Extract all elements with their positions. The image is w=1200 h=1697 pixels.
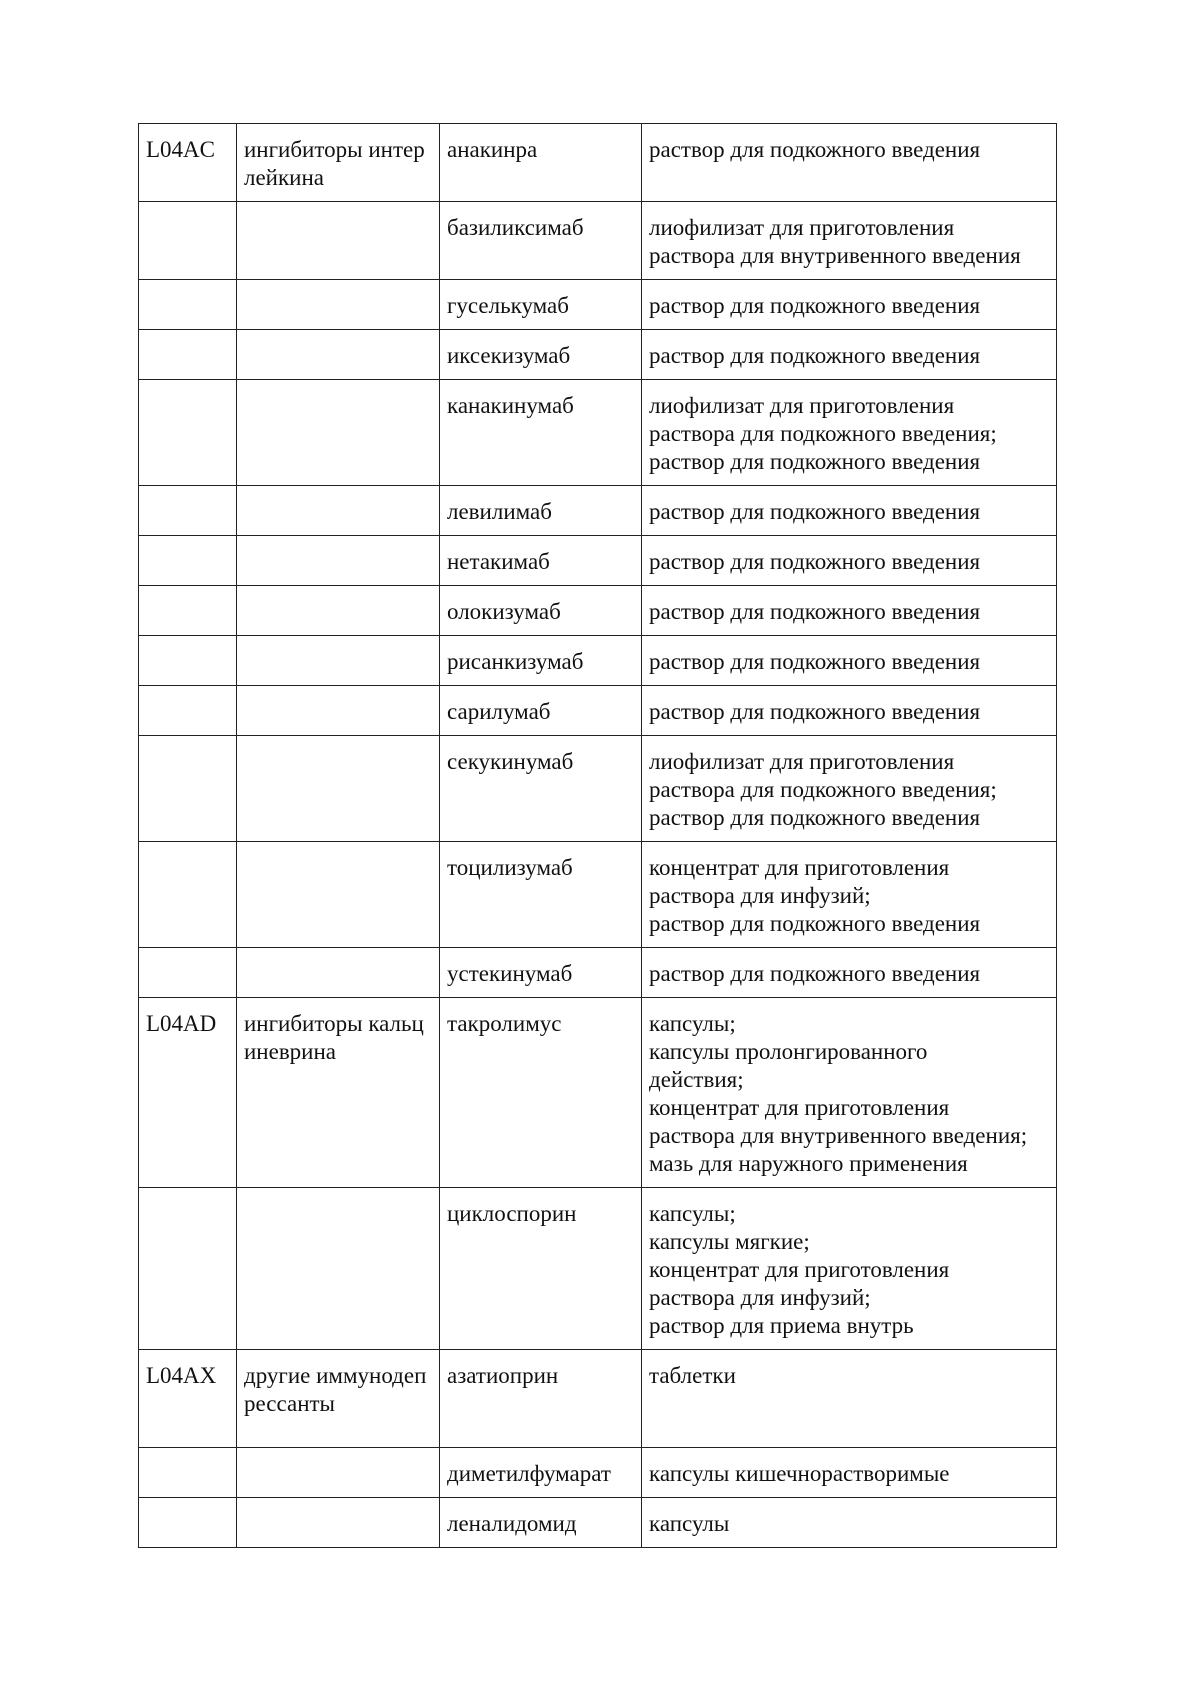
drug-name-cell: циклоспорин xyxy=(440,1188,642,1350)
dosage-form-cell: раствор для подкожного введения xyxy=(642,486,1057,536)
table-row xyxy=(139,536,1057,586)
pharmacological-group-cell xyxy=(237,948,440,998)
dosage-form-cell: раствор для подкожного введения xyxy=(642,948,1057,998)
table-row xyxy=(139,486,1057,536)
dosage-form-cell: концентрат для приготовления раствора для инфузий; раствор для подкожного введения xyxy=(642,842,1057,948)
dosage-form-cell: лиофилизат для приготовления раствора для подкожного введения; раствор для подкожного введения xyxy=(642,736,1057,842)
dosage-form-cell: раствор для подкожного введения xyxy=(642,330,1057,380)
dosage-form-cell: капсулы; капсулы пролонгированного действия; концентрат для приготовления раствора для внутривенного введения; мазь для наружного применения xyxy=(642,998,1057,1188)
table-row xyxy=(139,686,1057,736)
atc-code-cell xyxy=(139,380,237,486)
drug-name-cell: левилимаб xyxy=(440,486,642,536)
dosage-form-cell: капсулы; капсулы мягкие; концентрат для приготовления раствора для инфузий; раствор для приема внутрь xyxy=(642,1188,1057,1350)
drug-name-cell: азатиоприн xyxy=(440,1350,642,1448)
pharmacological-group-cell xyxy=(237,380,440,486)
dosage-form-cell: таблетки xyxy=(642,1350,1057,1448)
pharmacological-group-cell: ингибиторы интерлейкина xyxy=(237,124,440,202)
drug-name-cell: гуселькумаб xyxy=(440,280,642,330)
atc-code-cell xyxy=(139,636,237,686)
pharmacological-group-cell xyxy=(237,736,440,842)
dosage-form-cell: раствор для подкожного введения xyxy=(642,536,1057,586)
dosage-form-cell: лиофилизат для приготовления раствора для подкожного введения; раствор для подкожного введения xyxy=(642,380,1057,486)
table-row xyxy=(139,1498,1057,1548)
atc-code-cell xyxy=(139,202,237,280)
drug-name-cell: канакинумаб xyxy=(440,380,642,486)
pharmacological-group-cell: ингибиторы кальциневрина xyxy=(237,998,440,1188)
atc-code-cell xyxy=(139,280,237,330)
drug-name-cell: иксекизумаб xyxy=(440,330,642,380)
atc-code-cell xyxy=(139,330,237,380)
drug-name-cell: устекинумаб xyxy=(440,948,642,998)
atc-code-cell: L04AX xyxy=(139,1350,237,1448)
atc-code-cell xyxy=(139,586,237,636)
drug-name-cell: олокизумаб xyxy=(440,586,642,636)
table-row xyxy=(139,202,1057,280)
drug-name-cell: диметилфумарат xyxy=(440,1448,642,1498)
pharmacological-group-cell xyxy=(237,686,440,736)
atc-code-cell: L04AC xyxy=(139,124,237,202)
pharmacological-group-cell xyxy=(237,636,440,686)
pharmacological-group-cell xyxy=(237,842,440,948)
table-row xyxy=(139,124,1057,202)
pharmacological-group-cell xyxy=(237,1448,440,1498)
dosage-form-cell: раствор для подкожного введения xyxy=(642,280,1057,330)
drug-name-cell: леналидомид xyxy=(440,1498,642,1548)
table-row xyxy=(139,380,1057,486)
drug-name-cell: анакинра xyxy=(440,124,642,202)
dosage-form-cell: капсулы кишечнорастворимые xyxy=(642,1448,1057,1498)
dosage-form-cell: раствор для подкожного введения xyxy=(642,586,1057,636)
pharmacological-group-cell xyxy=(237,1498,440,1548)
atc-code-cell xyxy=(139,486,237,536)
table-row xyxy=(139,280,1057,330)
atc-code-cell xyxy=(139,536,237,586)
table-row xyxy=(139,330,1057,380)
drug-name-cell: рисанкизумаб xyxy=(440,636,642,686)
table-row xyxy=(139,736,1057,842)
atc-code-cell xyxy=(139,948,237,998)
atc-code-cell: L04AD xyxy=(139,998,237,1188)
dosage-form-cell: капсулы xyxy=(642,1498,1057,1548)
table-row xyxy=(139,1448,1057,1498)
atc-code-cell xyxy=(139,686,237,736)
drug-table-body xyxy=(139,124,1057,1548)
drug-name-cell: такролимус xyxy=(440,998,642,1188)
table-row xyxy=(139,586,1057,636)
drug-name-cell: сарилумаб xyxy=(440,686,642,736)
pharmacological-group-cell xyxy=(237,1188,440,1350)
table-row xyxy=(139,636,1057,686)
table-row xyxy=(139,1350,1057,1448)
table-row xyxy=(139,842,1057,948)
dosage-form-cell: раствор для подкожного введения xyxy=(642,124,1057,202)
atc-code-cell xyxy=(139,1498,237,1548)
dosage-form-cell: раствор для подкожного введения xyxy=(642,686,1057,736)
pharmacological-group-cell xyxy=(237,536,440,586)
drug-name-cell: тоцилизумаб xyxy=(440,842,642,948)
table-row xyxy=(139,948,1057,998)
pharmacological-group-cell xyxy=(237,486,440,536)
dosage-form-cell: лиофилизат для приготовления раствора для внутривенного введения xyxy=(642,202,1057,280)
drug-name-cell: секукинумаб xyxy=(440,736,642,842)
drug-name-cell: базиликсимаб xyxy=(440,202,642,280)
pharmacological-group-cell xyxy=(237,330,440,380)
drug-table xyxy=(138,123,1057,1548)
table-row xyxy=(139,998,1057,1188)
pharmacological-group-cell xyxy=(237,280,440,330)
drug-name-cell: нетакимаб xyxy=(440,536,642,586)
atc-code-cell xyxy=(139,1448,237,1498)
dosage-form-cell: раствор для подкожного введения xyxy=(642,636,1057,686)
table-row xyxy=(139,1188,1057,1350)
pharmacological-group-cell xyxy=(237,586,440,636)
atc-code-cell xyxy=(139,842,237,948)
pharmacological-group-cell xyxy=(237,202,440,280)
atc-code-cell xyxy=(139,736,237,842)
pharmacological-group-cell: другие иммунодепрессанты xyxy=(237,1350,440,1448)
atc-code-cell xyxy=(139,1188,237,1350)
